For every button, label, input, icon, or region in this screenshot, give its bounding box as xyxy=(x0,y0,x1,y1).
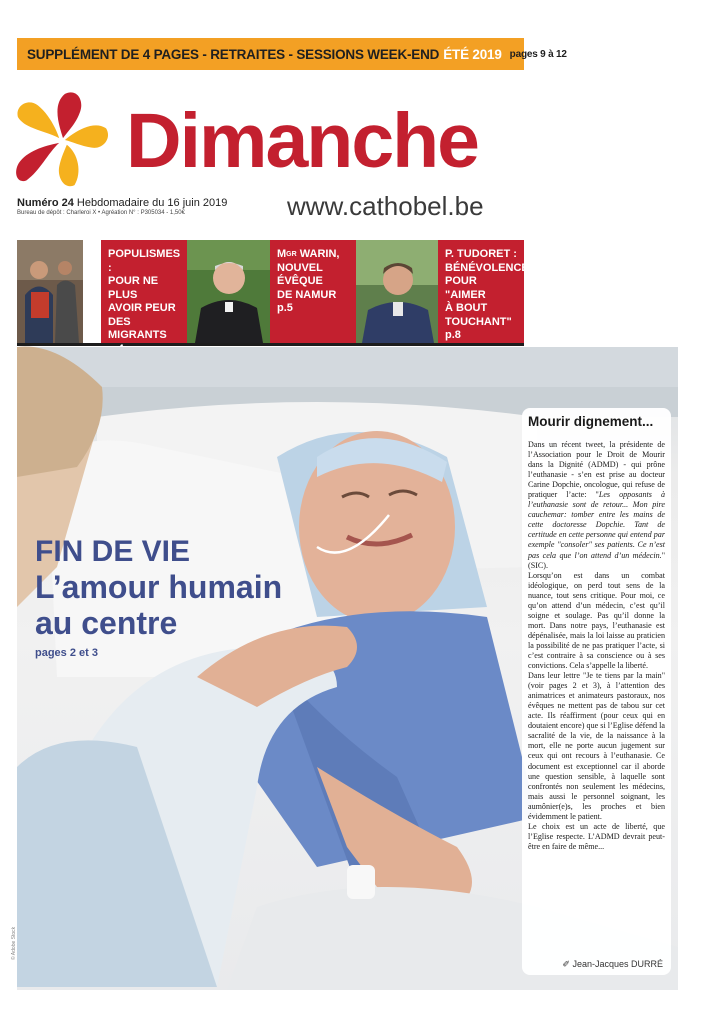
supplement-season: ÉTÉ 2019 xyxy=(443,46,502,62)
headline-pages: pages 2 et 3 xyxy=(35,647,98,659)
teaser-line: P. TUDORET : xyxy=(445,248,517,260)
teaser-line: POPULISMES : xyxy=(108,248,181,274)
deposit-info: Bureau de dépôt : Charleroi X • Agréation N° : P305034 - 1,50€ xyxy=(17,210,185,216)
teaser-tudoret-photo xyxy=(356,240,438,343)
teaser-line: À BOUT xyxy=(445,302,488,314)
editorial-body xyxy=(528,440,665,852)
website-link[interactable]: www.cathobel.be xyxy=(287,191,484,221)
issue-number: Numéro 24 xyxy=(17,197,74,209)
pen-icon: ✐ xyxy=(562,959,570,969)
teaser-warin-photo xyxy=(187,240,270,343)
editorial-signature xyxy=(562,959,663,970)
teaser-page: p.8 xyxy=(445,329,461,341)
cover-headline[interactable] xyxy=(35,535,282,659)
editorial-text: " (SIC). xyxy=(528,550,665,570)
teaser-strip xyxy=(17,240,532,346)
teaser-line: POUR "AIMER xyxy=(445,275,486,301)
headline-kicker: FIN DE VIE xyxy=(35,535,191,568)
teaser-mgr: M xyxy=(277,248,287,260)
teaser-line: TOUCHANT" xyxy=(445,315,512,328)
teaser-line: DES MIGRANTS xyxy=(108,315,167,341)
teaser-line xyxy=(277,248,350,262)
headline-line-2: L’amour humain xyxy=(35,569,283,605)
dimanche-logo-icon xyxy=(15,92,111,188)
teaser-line: DE NAMUR xyxy=(277,288,337,301)
teaser-populismes[interactable] xyxy=(101,240,187,343)
teaser-warin[interactable] xyxy=(270,240,356,343)
editorial-text: Dans un récent tweet, la présidente de l’Association pour le Droit de Mourir dans la Dignité (ADMD) - qui prône l’euthanasie - s’en est prise au docteur Carine Dopchie, oncologue, qui refuse de pratiquer l’acte: " xyxy=(528,440,665,500)
supplement-text: SUPPLÉMENT DE 4 PAGES - RETRAITES - SESSIONS WEEK-END xyxy=(27,46,440,62)
issue-info xyxy=(17,197,227,209)
teaser-tudoret[interactable] xyxy=(438,240,532,343)
teaser-migrants-photo xyxy=(17,240,83,343)
supplement-banner[interactable] xyxy=(17,38,567,70)
teaser-line: NOUVEL xyxy=(277,261,323,274)
teaser-line: POUR NE PLUS xyxy=(108,275,159,301)
masthead-title: Dimanche xyxy=(126,98,479,184)
issue-date: Hebdomadaire du 16 juin 2019 xyxy=(73,197,228,209)
teaser-line: BÉNÉVOLENCE, xyxy=(445,261,532,274)
teaser-line: ÉVÊQUE xyxy=(277,275,323,287)
editorial-quote: Les opposants à l’euthanasie sont de retour... Mon pire cauchemar: tomber entre les mains de cette doctoresse Dopchie. Tant de certitude en cette personne qui entend par exemple "consoler" ses patients. Ce n’est pas cela que l’on attend d’un médecin. xyxy=(528,490,665,560)
teaser-mgr-sup: GR xyxy=(286,251,297,258)
headline-line-3: au centre xyxy=(35,605,178,641)
signature-name: Jean-Jacques DURRÉ xyxy=(572,959,663,969)
editorial-paragraph: Lorsqu’on est dans un combat idéologique, on perd tout sens de la nuance, tout sens critique. Pour moi, ce qu’on attend d’un médecin, c’est qu’il soigne et soulage. Pas qu’il donne la mort. Dans notre pays, l’euthanasie est dépénalisée, mais la loi laisse au praticien la possibilité de ne pas pratiquer l’acte, si c’est contraire à sa conscience ou à ses convictions. Cela s’appelle la liberté. xyxy=(528,570,665,671)
editorial-box xyxy=(522,408,671,975)
teaser-page: p.5 xyxy=(277,302,293,314)
editorial-paragraph xyxy=(528,440,665,571)
supplement-pages: pages 9 à 12 xyxy=(509,48,567,60)
teaser-line-text: WARIN, xyxy=(296,248,340,260)
teaser-line: AVOIR PEUR xyxy=(108,302,176,314)
editorial-title: Mourir dignement... xyxy=(528,414,654,429)
editorial-paragraph: Le choix est un acte de liberté, que l’Eglise respecte. L’ADMD devrait peut-être en faire de même... xyxy=(528,821,665,851)
photo-credit: © Adobe Stock xyxy=(11,926,17,960)
editorial-paragraph: Dans leur lettre "Je te tiens par la main" (voir pages 2 et 3), à l’attention des animatrices et animateurs pastoraux, nos évêques ne mettent pas de tabou sur cet acte. Ils réaffirment (pour ceux qui en doutaient encore) que si l’Eglise défend la sacralité de la vie, de la naissance à la mort, elle ne porte aucun jugement sur ceux qui ont recours à l’euthanasie. Ce document est exceptionnel car il aborde une question sensible, à laquelle sont confrontés non seulement les médecins, mais aussi le personnel soignant, les aumônier(e)s, les proches et bien évidemment le patient. xyxy=(528,671,665,821)
